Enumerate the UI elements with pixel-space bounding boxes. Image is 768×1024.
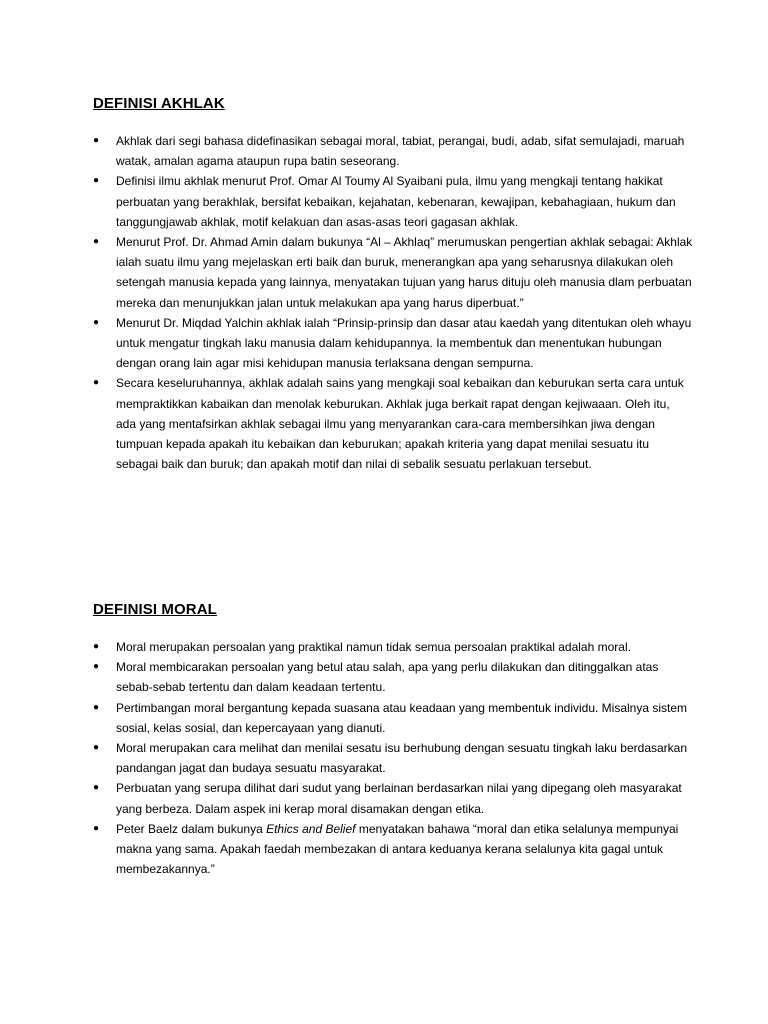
- section-moral: [93, 599, 693, 879]
- list-item: ● Pertimbangan moral bergantung kepada suasana atau keadaan yang membentuk individu. Misalnya sistem sosial, kelas sosial, dan kepercayaan yang dianuti.: [93, 698, 693, 738]
- bullet-icon: ●: [93, 175, 100, 187]
- heading-akhlak: DEFINISI AKHLAK: [93, 95, 225, 112]
- bullet-icon: ●: [93, 236, 100, 248]
- bullet-icon: ●: [93, 641, 100, 652]
- bullet-icon: ●: [93, 661, 100, 673]
- bullet-icon: ●: [93, 377, 100, 389]
- bullet-icon: ●: [93, 742, 100, 754]
- list-item: ● Secara keseluruhannya, akhlak adalah sains yang mengkaji soal kebaikan dan keburukan serta cara untuk mempraktikkan kabaikan dan menolak keburukan. Akhlak juga berkait rapat dengan kejiwaaan. Oleh itu, ada yang mentafsirkan akhlak sebagai ilmu yang menyarankan cara-cara membersihkan jiwa dengan tumpuan kepada apakah itu kebaikan dan keburukan; apakah kriteria yang dapat menilai sesuatu itu sebagai baik dan buruk; dan apakah motif dan nilai di sebalik sesuatu perlakuan tersebut.: [93, 373, 693, 474]
- list-item: ● Moral merupakan persoalan yang praktikal namun tidak semua persoalan praktikal adalah moral.: [93, 637, 693, 657]
- bullet-icon: ●: [93, 822, 100, 834]
- list-item: ● Menurut Prof. Dr. Ahmad Amin dalam bukunya “Al – Akhlaq” merumuskan pengertian akhlak sebagai: Akhlak ialah suatu ilmu yang mejelaskan erti baik dan buruk, menerangkan apa yang seharusnya dilakukan oleh setengah manusia kepada yang lainnya, menyatakan tujuan yang harus dituju oleh manusia dlam perbuatan mereka dan menunjukkan jalan untuk melakukan apa yang harus diperbuat.”: [93, 232, 693, 313]
- akhlak-list: [93, 131, 693, 474]
- bullet-icon: ●: [93, 135, 100, 146]
- moral-list: [93, 637, 693, 879]
- list-item: ● Definisi ilmu akhlak menurut Prof. Omar Al Toumy Al Syaibani pula, ilmu yang mengkaji tentang hakikat perbuatan yang berakhlak, bersifat kebaikan, kejahatan, kebenaran, kewajipan, kebahagiaan, hukum dan tanggungjawab akhlak, motif kelakuan dan asas-asas teori gagasan akhlak.: [93, 171, 693, 232]
- list-item: ● Akhlak dari segi bahasa didefinasikan sebagai moral, tabiat, perangai, budi, adab, sifat semulajadi, maruah watak, amalan agama ataupun rupa batin seseorang.: [93, 131, 693, 171]
- list-item: ● Peter Baelz dalam bukunya Ethics and Belief menyatakan bahawa “moral dan etika selalunya mempunyai makna yang sama. Apakah faedah membezakan di antara keduanya kerana selalunya kita gagal untuk membezakannya.”: [93, 819, 693, 880]
- bullet-icon: ●: [93, 316, 100, 328]
- list-item: ● Menurut Dr. Miqdad Yalchin akhlak ialah “Prinsip-prinsip dan dasar atau kaedah yang ditentukan oleh whayu untuk mengatur tingkah laku manusia dalam kehidupannya. Ia membentuk dan menentukan hubungan dengan orang lain agar misi kehidupan manusia terlaksana dengan sempurna.: [93, 313, 693, 374]
- book-title: Ethics and Belief: [266, 821, 356, 836]
- bullet-icon: ●: [93, 782, 100, 794]
- section-akhlak: [93, 93, 693, 474]
- list-item: ● Moral membicarakan persoalan yang betul atau salah, apa yang perlu dilakukan dan ditinggalkan atas sebab-sebab tertentu dan dalam keadaan tertentu.: [93, 657, 693, 697]
- heading-moral: DEFINISI MORAL: [93, 601, 217, 618]
- list-item: ● Perbuatan yang serupa dilihat dari sudut yang berlainan berdasarkan nilai yang dipegang oleh masyarakat yang berbeza. Dalam aspek ini kerap moral disamakan dengan etika.: [93, 778, 693, 818]
- list-item: ● Moral merupakan cara melihat dan menilai sesatu isu berhubung dengan sesuatu tingkah laku berdasarkan pandangan jagat dan budaya sesuatu masyarakat.: [93, 738, 693, 778]
- bullet-icon: ●: [93, 701, 100, 713]
